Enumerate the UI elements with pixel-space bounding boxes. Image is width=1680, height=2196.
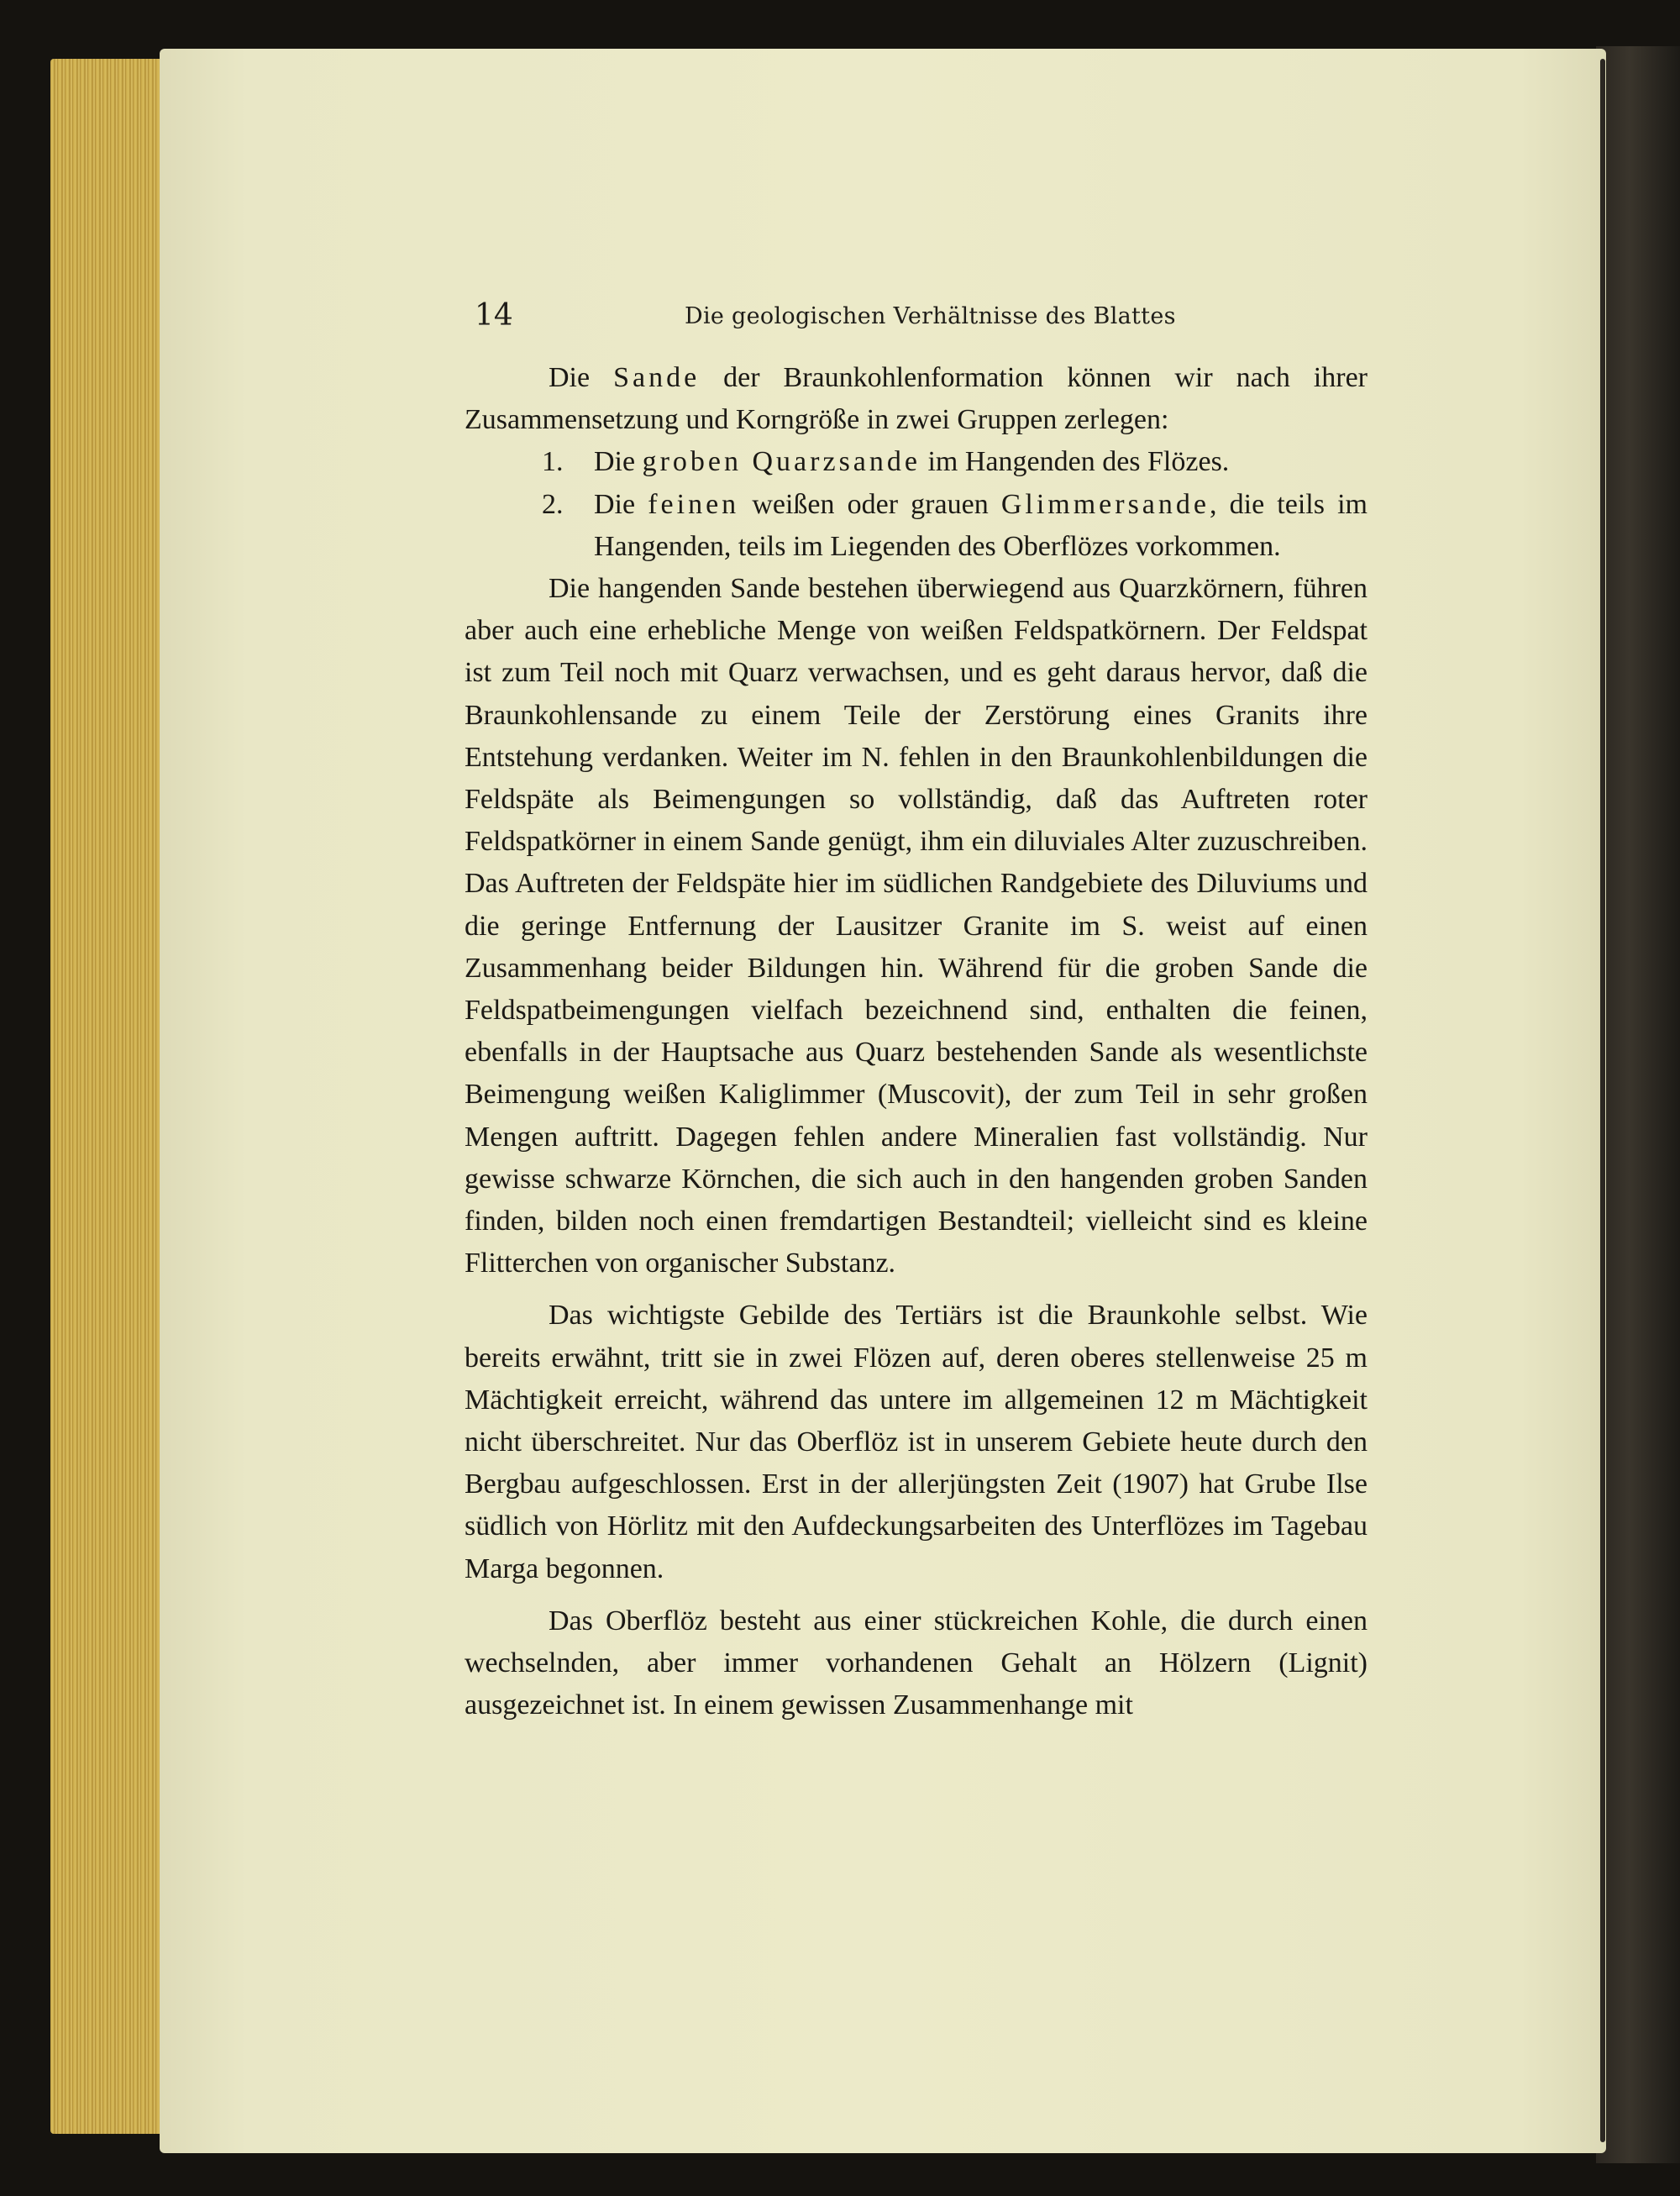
body-text xyxy=(465,357,1368,1727)
list2-part3: , die teils im Hangenden, teils im Liegenden des Oberflözes vorkommen. xyxy=(594,488,1368,562)
emphasis-sande: Sande xyxy=(613,362,701,393)
list1-part2: im Hangenden des Flözes. xyxy=(920,446,1230,478)
list-number-2: 2. xyxy=(542,488,564,520)
list-item-2 xyxy=(465,484,1368,568)
list1-part1: Die xyxy=(594,446,643,478)
book-cover xyxy=(1596,46,1680,2163)
binding-gutter xyxy=(1600,59,1605,2142)
list2-part1: Die xyxy=(594,488,648,520)
para1-part1: Die xyxy=(549,362,614,393)
paragraph-sande: Die hangenden Sande bestehen überwiegend aus Quarzkörnern, führen aber auch eine erhebliche Menge von weißen Feldspatkörnern. Der Feldspat ist zum Teil noch mit Quarz verwachsen, und es geht daraus hervor, daß die Braunkohlensande zu einem Teile der Zerstörung eines Granits ihre Entstehung verdanken. Weiter im N. fehlen in den Braunkohlenbildungen die Feldspäte als Beimengungen so vollständig, daß das Auftreten roter Feldspatkörner in einem Sande genügt, ihm ein diluviales Alter zuzuschreiben. Das Auftreten der Feldspäte hier im südlichen Randgebiete des Diluviums und die geringe Entfernung der Lausitzer Granite im S. weist auf einen Zusammenhang beider Bildungen hin. Während für die groben Sande die Feldspatbeimengungen vielfach bezeichnend sind, enthalten die feinen, ebenfalls in der Hauptsache aus Quarz bestehenden Sande als wesentlichste Beimengung weißen Kaliglimmer (Muscovit), der zum Teil in sehr großen Mengen auftritt. Dagegen fehlen andere Mineralien fast vollständig. Nur gewisse schwarze Körnchen, die sich auch in den hangenden groben Sanden finden, bilden noch einen fremdartigen Bestandteil; vielleicht sind es kleine Flitterchen von organischer Substanz. xyxy=(465,573,1368,1279)
page-edges xyxy=(50,59,168,2134)
list2-part2: weißen oder grauen xyxy=(739,488,1001,520)
list-number-1: 1. xyxy=(542,446,564,478)
emphasis-feinen: feinen xyxy=(648,488,740,520)
para1-part2: der Braunkohlenformation können wir nach ihrer Zusammensetzung und Korngröße in zwei Gruppen zerlegen: xyxy=(465,362,1368,436)
emphasis-glimmersande: Glimmersande xyxy=(1000,488,1210,520)
running-head: Die geologischen Verhältnisse des Blattes xyxy=(685,303,1176,329)
emphasis-quarzsande: groben Quarzsande xyxy=(642,446,921,478)
paragraph-braunkohle: Das wichtigste Gebilde des Tertiärs ist die Braunkohle selbst. Wie bereits erwähnt, tritt sie in zwei Flözen auf, deren oberes stellenweise 25 m Mächtigkeit erreicht, während das untere im allgemeinen 12 m Mächtigkeit nicht überschreitet. Nur das Oberflöz ist in unserem Gebiete heute durch den Bergbau aufgeschlossen. Erst in der allerjüngsten Zeit (1907) hat Grube Ilse südlich von Hörlitz mit den Aufdeckungsarbeiten des Unterflözes im Tagebau Marga begonnen. xyxy=(465,1300,1368,1584)
list-item-1 xyxy=(465,441,1368,483)
page-number: 14 xyxy=(475,298,513,333)
paragraph-oberfloez: Das Oberflöz besteht aus einer stückreichen Kohle, die durch einen wechselnden, aber immer vorhandenen Gehalt an Hölzern (Lignit) ausgezeichnet ist. In einem gewissen Zusammenhange mit xyxy=(465,1605,1368,1721)
page-header xyxy=(475,298,1357,340)
paragraph-intro xyxy=(465,357,1368,441)
